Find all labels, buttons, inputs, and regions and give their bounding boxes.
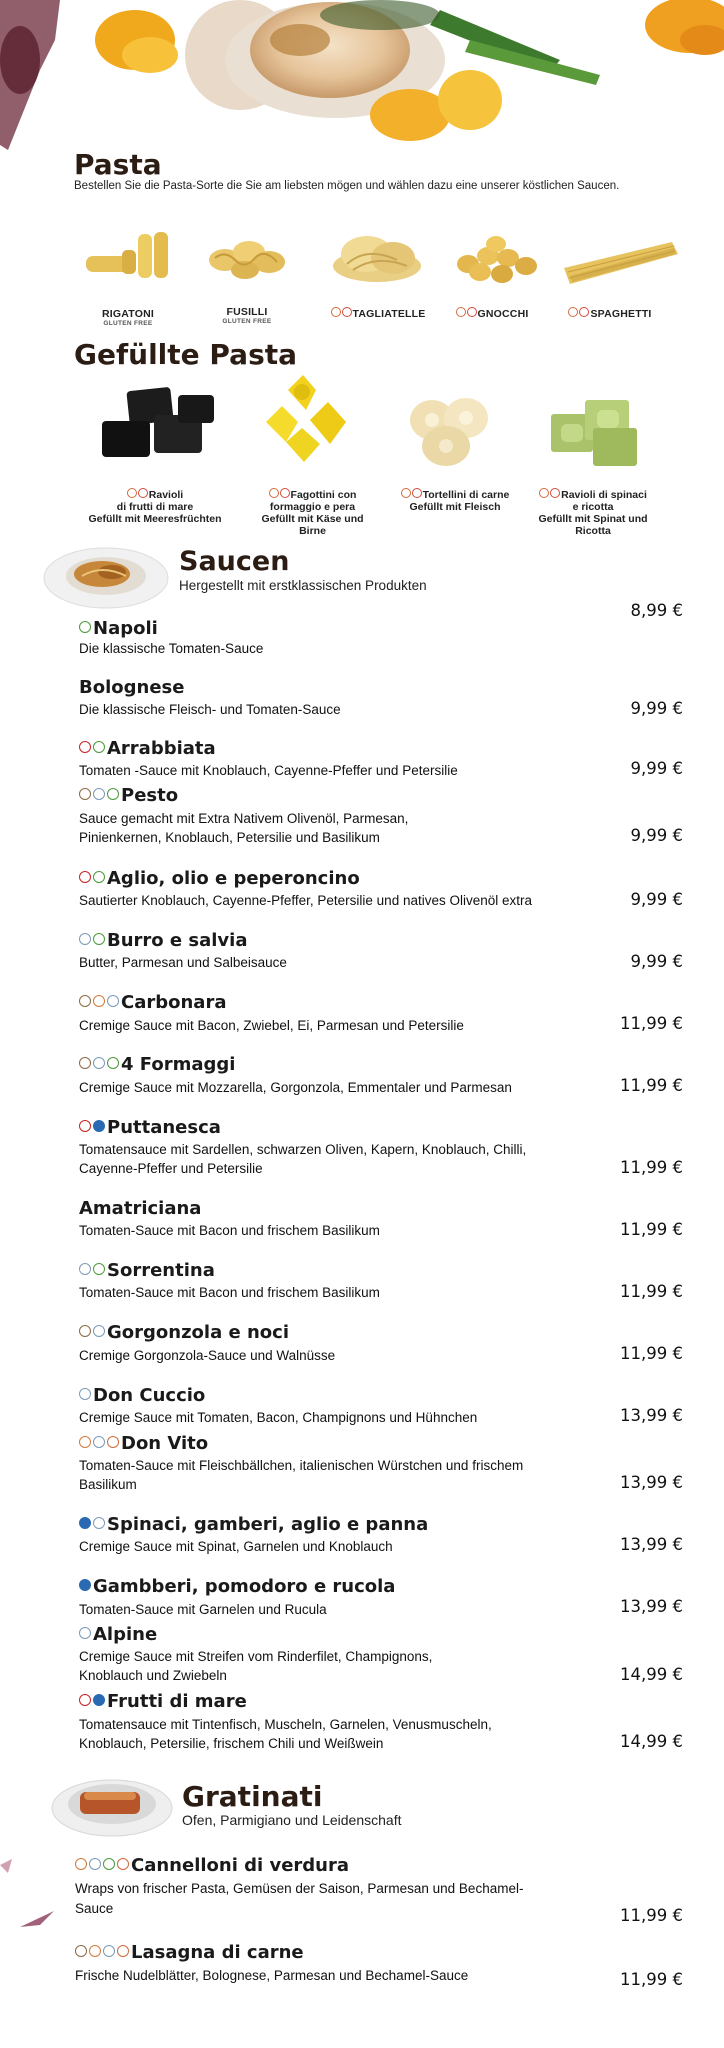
milk-icon	[93, 788, 105, 800]
item-name: Sorrentina	[107, 1260, 215, 1281]
item-price: 14,99 €	[620, 1732, 683, 1751]
gluten-icon	[107, 1436, 119, 1448]
gluten-free-note: GLUTEN FREE	[103, 320, 153, 327]
fish-icon	[79, 1579, 91, 1591]
spicy-icon	[79, 741, 91, 753]
filled-line: Birne	[299, 525, 326, 537]
section-title-saucen: Saucen	[179, 546, 290, 577]
item-description: Knoblauch und Zwiebeln	[79, 1668, 227, 1683]
milk-icon	[89, 1858, 101, 1870]
egg-icon	[79, 1436, 91, 1448]
filled-line: Gefüllt mit Meeresfrüchten	[88, 513, 222, 525]
pasta-type-name: GNOCCHI	[477, 308, 529, 320]
gluten-icon	[269, 488, 279, 498]
milk-icon	[93, 1517, 105, 1529]
spinach-ravioli-image	[545, 392, 645, 477]
milk-icon	[103, 1945, 115, 1957]
hero-food-image	[0, 0, 724, 160]
fagottini-image	[258, 370, 358, 470]
item-description: Sauce	[75, 1901, 114, 1916]
fusilli-image	[205, 228, 295, 291]
spaghetti-image	[560, 238, 680, 293]
milk-icon	[79, 1263, 91, 1275]
vegetarian-icon	[107, 788, 119, 800]
filled-line: Ravioli di spinaci	[561, 489, 647, 501]
vegetarian-icon	[93, 741, 105, 753]
item-price: 14,99 €	[620, 1665, 683, 1684]
filled-line: e ricotta	[572, 501, 614, 513]
nuts-icon	[79, 788, 91, 800]
item-description: Tomaten-Sauce mit Fleischbällchen, italienischen Würstchen und frischem	[79, 1458, 524, 1473]
filled-line: Tortellini di carne	[422, 489, 510, 501]
gluten-icon	[568, 307, 578, 317]
item-description: Tomaten-Sauce mit Bacon und frischem Basilikum	[79, 1285, 380, 1300]
item-name: Burro e salvia	[107, 930, 248, 951]
no-gluten-free-icon	[342, 307, 352, 317]
pasta-type-spaghetti	[560, 308, 660, 320]
black-ravioli-image	[98, 385, 223, 470]
milk-icon	[79, 1627, 91, 1639]
item-name: Gorgonzola e noci	[107, 1322, 290, 1343]
tagliatelle-image	[327, 226, 427, 291]
item-description: Wraps von frischer Pasta, Gemüsen der Saison, Parmesan und Bechamel-	[75, 1881, 524, 1896]
item-name: Spinaci, gamberi, aglio e panna	[107, 1514, 429, 1535]
pasta-type-name: TAGLIATELLE	[352, 308, 426, 320]
pasta-type-name: FUSILLI	[226, 306, 268, 318]
item-price: 13,99 €	[620, 1473, 683, 1492]
item-name: Don Cuccio	[93, 1385, 206, 1406]
item-description: Sautierter Knoblauch, Cayenne-Pfeffer, Petersilie und natives Olivenöl extra	[79, 893, 533, 908]
nuts-icon	[75, 1945, 87, 1957]
menu-item-gambberi-pomodoro	[79, 1576, 395, 1597]
gratinati-dish-image	[50, 1770, 175, 1845]
item-name: Amatriciana	[79, 1198, 202, 1219]
item-price: 13,99 €	[620, 1597, 683, 1616]
item-description: Frische Nudelblätter, Bolognese, Parmesan und Bechamel-Sauce	[75, 1968, 469, 1983]
item-name: Arrabbiata	[107, 738, 216, 759]
item-name: Pesto	[121, 785, 179, 806]
rigatoni-image	[80, 228, 180, 291]
item-price: 9,99 €	[630, 699, 683, 718]
item-price: 13,99 €	[620, 1406, 683, 1425]
gluten-icon	[456, 307, 466, 317]
no-gluten-free-icon	[280, 488, 290, 498]
filled-line: formaggio e pera	[269, 501, 356, 513]
item-name: Alpine	[93, 1624, 158, 1645]
pasta-type-name: RIGATONI	[102, 308, 154, 320]
item-name: Gambberi, pomodoro e rucola	[93, 1576, 396, 1597]
filled-line: Gefüllt mit Fleisch	[409, 501, 501, 513]
gluten-icon	[127, 488, 137, 498]
menu-item-burro-salvia	[79, 930, 247, 951]
filled-line: Ravioli	[148, 489, 184, 501]
milk-icon	[107, 995, 119, 1007]
item-price: 11,99 €	[620, 1158, 683, 1177]
gluten-free-note: GLUTEN FREE	[222, 318, 272, 325]
menu-item-don-vito	[79, 1433, 208, 1454]
egg-icon	[75, 1858, 87, 1870]
item-description: Tomaten -Sauce mit Knoblauch, Cayenne-Pfeffer und Petersilie	[79, 763, 458, 778]
menu-item-amatriciana	[79, 1198, 201, 1219]
menu-item-aglio-olio	[79, 868, 360, 889]
menu-item-alpine	[79, 1624, 157, 1645]
no-gluten-free-icon	[412, 488, 422, 498]
item-price: 11,99 €	[620, 1906, 683, 1925]
gnocchi-image	[452, 230, 542, 290]
gratinati-subtitle: Ofen, Parmigiano und Leidenschaft	[182, 1812, 402, 1828]
item-description: Sauce gemacht mit Extra Nativem Olivenöl, Parmesan,	[79, 811, 409, 826]
item-description: Die klassische Fleisch- und Tomaten-Sauce	[79, 702, 341, 717]
milk-icon	[79, 1388, 91, 1400]
gluten-icon	[401, 488, 411, 498]
gluten-icon	[117, 1945, 129, 1957]
section-title-gratinati: Gratinati	[182, 1780, 323, 1813]
decorative-leaf-image	[0, 1855, 60, 1940]
milk-icon	[93, 1436, 105, 1448]
milk-icon	[93, 1057, 105, 1069]
item-name: Aglio, olio e peperoncino	[107, 868, 360, 889]
filled-item-ravioli-frutti	[75, 489, 235, 525]
menu-item-napoli	[79, 618, 158, 639]
item-price: 11,99 €	[620, 1970, 683, 1989]
item-name: 4 Formaggi	[121, 1054, 236, 1075]
item-description: Die klassische Tomaten-Sauce	[79, 641, 264, 656]
spicy-icon	[79, 871, 91, 883]
item-price: 11,99 €	[620, 1344, 683, 1363]
menu-item-spinaci-gamberi	[79, 1514, 428, 1535]
menu-item-lasagna	[75, 1942, 304, 1963]
pasta-type-tagliatelle	[318, 308, 438, 320]
filled-item-ravioli-spinaci	[528, 489, 658, 537]
item-description: Knoblauch, Petersilie, frischem Chili und Weißwein	[79, 1736, 384, 1751]
section-title-filled-pasta: Gefüllte Pasta	[74, 338, 298, 371]
item-description: Tomaten-Sauce mit Bacon und frischem Basilikum	[79, 1223, 380, 1238]
gluten-icon	[331, 307, 341, 317]
item-name: Frutti di mare	[107, 1691, 247, 1712]
saucen-subtitle: Hergestellt mit erstklassischen Produkten	[179, 578, 427, 593]
vegetarian-icon	[103, 1858, 115, 1870]
filled-line: di frutti di mare	[116, 501, 194, 513]
filled-line: Ricotta	[575, 525, 611, 537]
menu-item-sorrentina	[79, 1260, 215, 1281]
item-description: Tomatensauce mit Sardellen, schwarzen Oliven, Kapern, Knoblauch, Chilli,	[79, 1142, 527, 1157]
menu-item-pesto	[79, 785, 178, 806]
item-name: Lasagna di carne	[131, 1942, 304, 1963]
filled-item-tortellini	[385, 489, 525, 513]
no-gluten-free-icon	[467, 307, 477, 317]
nuts-icon	[79, 1057, 91, 1069]
fish-icon	[93, 1694, 105, 1706]
item-description: Cremige Sauce mit Streifen vom Rinderfilet, Champignons,	[79, 1649, 433, 1664]
filled-item-fagottini	[250, 489, 375, 537]
item-description: Cremige Sauce mit Tomaten, Bacon, Champignons und Hühnchen	[79, 1410, 478, 1425]
vegetarian-icon	[93, 1263, 105, 1275]
menu-item-cannelloni	[75, 1855, 349, 1876]
menu-item-gorgonzola-noci	[79, 1322, 289, 1343]
menu-item-arrabbiata	[79, 738, 216, 759]
filled-line: Fagottini con	[290, 489, 357, 501]
no-gluten-free-icon	[138, 488, 148, 498]
vegetarian-icon	[79, 621, 91, 633]
item-price: 9,99 €	[630, 759, 683, 778]
gluten-icon	[117, 1858, 129, 1870]
item-price: 11,99 €	[620, 1014, 683, 1033]
saucen-plate-image	[42, 542, 170, 615]
item-price: 8,99 €	[630, 601, 683, 620]
item-name: Napoli	[93, 618, 158, 639]
milk-icon	[93, 1325, 105, 1337]
vegetarian-icon	[93, 933, 105, 945]
pasta-type-fusilli	[197, 306, 297, 325]
no-gluten-free-icon	[579, 307, 589, 317]
no-gluten-free-icon	[550, 488, 560, 498]
item-description: Butter, Parmesan und Salbeisauce	[79, 955, 287, 970]
vegetarian-icon	[93, 871, 105, 883]
item-price: 9,99 €	[630, 826, 683, 845]
filled-line: Gefüllt mit Spinat und	[538, 513, 648, 525]
spicy-icon	[79, 1120, 91, 1132]
item-description: Cremige Gorgonzola-Sauce und Walnüsse	[79, 1348, 336, 1363]
item-name: Don Vito	[121, 1433, 209, 1454]
menu-item-puttanesca	[79, 1117, 221, 1138]
nuts-icon	[79, 995, 91, 1007]
fish-icon	[93, 1120, 105, 1132]
item-description: Basilikum	[79, 1477, 137, 1492]
item-price: 13,99 €	[620, 1535, 683, 1554]
menu-item-carbonara	[79, 992, 226, 1013]
item-description: Pinienkernen, Knoblauch, Petersilie und Basilikum	[79, 830, 380, 845]
fish-icon	[79, 1517, 91, 1529]
item-description: Cayenne-Pfeffer und Petersilie	[79, 1161, 263, 1176]
milk-icon	[79, 933, 91, 945]
egg-icon	[93, 995, 105, 1007]
item-description: Cremige Sauce mit Spinat, Garnelen und Knoblauch	[79, 1539, 393, 1554]
item-name: Carbonara	[121, 992, 227, 1013]
item-description: Cremige Sauce mit Mozzarella, Gorgonzola, Emmentaler und Parmesan	[79, 1080, 512, 1095]
item-price: 11,99 €	[620, 1220, 683, 1239]
tortellini-image	[404, 390, 494, 475]
item-price: 9,99 €	[630, 952, 683, 971]
item-price: 11,99 €	[620, 1076, 683, 1095]
item-description: Cremige Sauce mit Bacon, Zwiebel, Ei, Parmesan und Petersilie	[79, 1018, 464, 1033]
item-price: 11,99 €	[620, 1282, 683, 1301]
section-title-pasta: Pasta	[74, 148, 162, 181]
pasta-type-gnocchi	[447, 308, 537, 320]
item-name: Puttanesca	[107, 1117, 221, 1138]
item-price: 9,99 €	[630, 890, 683, 909]
item-name: Bolognese	[79, 677, 185, 698]
item-description: Tomaten-Sauce mit Garnelen und Rucula	[79, 1602, 327, 1617]
filled-line: Gefüllt mit Käse und	[261, 513, 364, 525]
menu-item-frutti-di-mare	[79, 1691, 247, 1712]
gluten-icon	[539, 488, 549, 498]
egg-icon	[89, 1945, 101, 1957]
spicy-icon	[79, 1694, 91, 1706]
item-description: Tomatensauce mit Tintenfisch, Muscheln, Garnelen, Venusmuscheln,	[79, 1717, 492, 1732]
pasta-type-rigatoni	[78, 308, 178, 327]
nuts-icon	[79, 1325, 91, 1337]
item-name: Cannelloni di verdura	[131, 1855, 350, 1876]
menu-item-bolognese	[79, 677, 184, 698]
pasta-subtitle: Bestellen Sie die Pasta-Sorte die Sie am liebsten mögen und wählen dazu eine unserer köstlichen Saucen.	[74, 180, 620, 192]
menu-item-4-formaggi	[79, 1054, 235, 1075]
vegetarian-icon	[107, 1057, 119, 1069]
menu-item-don-cuccio	[79, 1385, 205, 1406]
pasta-type-name: SPAGHETTI	[590, 308, 652, 320]
